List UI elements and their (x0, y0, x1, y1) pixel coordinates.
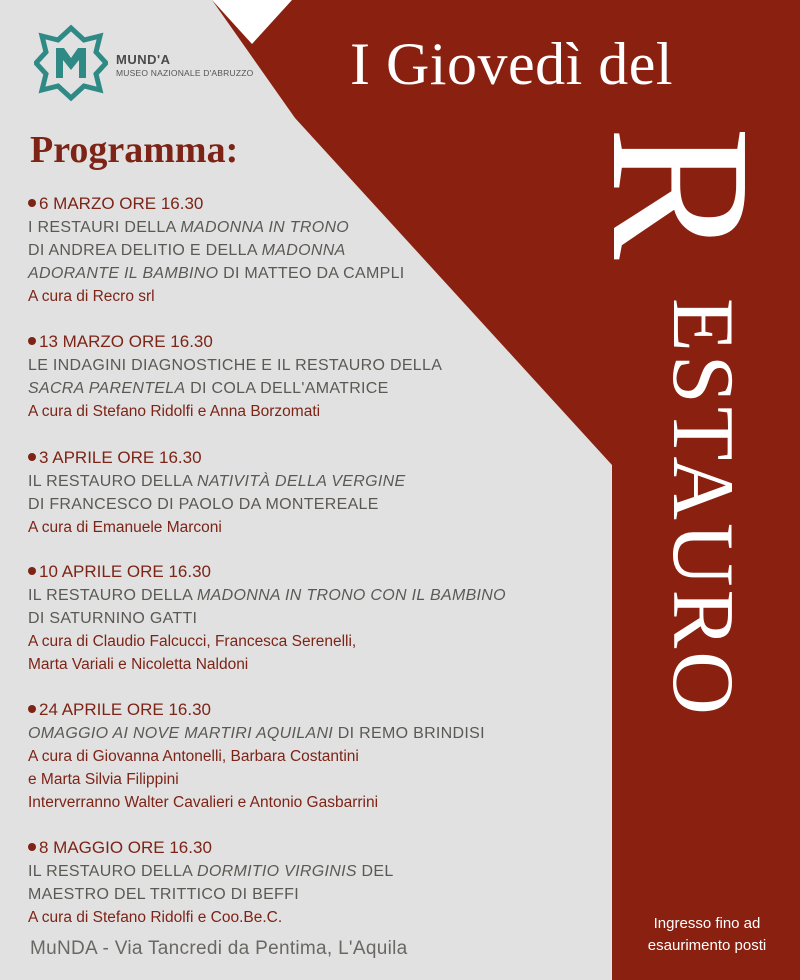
event-title-line (28, 354, 442, 377)
museum-logo (34, 24, 253, 102)
event-date-text: 13 MARZO ORE 16.30 (39, 332, 213, 351)
program-event (28, 446, 405, 539)
event-title-text: I RESTAURI DELLA (28, 219, 181, 236)
event-date (28, 446, 405, 470)
event-title-line (28, 860, 394, 883)
logo-subtitle: MUSEO NAZIONALE D'ABRUZZO (116, 68, 254, 78)
bullet-icon (28, 337, 36, 345)
main-title: I Giovedì del (350, 31, 674, 97)
event-title-line (28, 607, 506, 630)
program-event (28, 560, 506, 676)
entry-note-line2: esaurimento posti (647, 937, 767, 954)
bullet-icon (28, 453, 36, 461)
event-title-text: DI COLA DELL'AMATRICE (185, 380, 389, 397)
event-date (28, 560, 506, 584)
event-title-text: IL RESTAURO DELLA (28, 863, 198, 880)
artwork-title: MADONNA (261, 242, 346, 259)
event-title-line (28, 216, 405, 239)
event-curator: A cura di Giovanna Antonelli, Barbara Costantini (28, 748, 359, 765)
event-title-line (28, 883, 394, 906)
munda-emblem-icon (34, 24, 108, 102)
program-heading: Programma: (30, 129, 239, 171)
event-title-line (28, 239, 405, 262)
event-curator: Marta Variali e Nicoletta Naldoni (28, 656, 249, 673)
event-curator: A cura di Stefano Ridolfi e Anna Borzomati (28, 403, 321, 420)
event-title-text: LE INDAGINI DIAGNOSTICHE E IL RESTAURO DELLA (28, 357, 443, 374)
program-event (28, 192, 405, 308)
event-curator: A cura di Claudio Falcucci, Francesca Serenelli, (28, 633, 357, 650)
event-date-text: 6 MARZO ORE 16.30 (39, 194, 204, 213)
event-curator: e Marta Silvia Filippini (28, 771, 179, 788)
event-title-line (28, 722, 485, 745)
bullet-icon (28, 199, 36, 207)
event-title-line (28, 493, 405, 516)
artwork-title: MADONNA IN TRONO (180, 219, 350, 236)
event-date-text: 10 APRILE ORE 16.30 (39, 562, 211, 581)
event-title-text: MAESTRO DEL TRITTICO DI BEFFI (28, 886, 299, 903)
event-title-text: IL RESTAURO DELLA (28, 587, 198, 604)
event-title-text: IL RESTAURO DELLA (28, 473, 198, 490)
entry-note-line1: Ingresso fino ad (653, 915, 761, 932)
artwork-title: OMAGGIO AI NOVE MARTIRI AQUILANI (28, 725, 334, 742)
artwork-title: DORMITIO VIRGINIS (197, 863, 357, 880)
event-title-line (28, 584, 506, 607)
event-curator: A cura di Emanuele Marconi (28, 519, 222, 536)
bullet-icon (28, 567, 36, 575)
event-curator: Interverranno Walter Cavalieri e Antonio Gasbarrini (28, 794, 379, 811)
event-date (28, 698, 485, 722)
vertical-title (570, 108, 791, 718)
event-date-text: 24 APRILE ORE 16.30 (39, 700, 211, 719)
event-date (28, 836, 394, 860)
program-event (28, 836, 394, 929)
event-date-text: 3 APRILE ORE 16.30 (39, 448, 202, 467)
event-date-text: 8 MAGGIO ORE 16.30 (39, 838, 212, 857)
event-title-text: DEL (356, 863, 394, 880)
event-title-text: DI SATURNINO GATTI (28, 610, 198, 627)
event-title-line (28, 262, 405, 285)
event-title-text: DI FRANCESCO DI PAOLO DA MONTEREALE (28, 496, 379, 513)
title-big-letter: R (570, 126, 791, 260)
bullet-icon (28, 843, 36, 851)
event-date (28, 192, 405, 216)
artwork-title: ADORANTE IL BAMBINO (28, 265, 219, 282)
entry-note (612, 913, 800, 957)
event-title-text: DI ANDREA DELITIO E DELLA (28, 242, 262, 259)
logo-name: MUND'A (116, 52, 171, 67)
artwork-title: MADONNA IN TRONO CON IL BAMBINO (197, 587, 506, 604)
program-event (28, 698, 485, 814)
program-event (28, 330, 442, 423)
event-title-text: DI REMO BRINDISI (333, 725, 485, 742)
artwork-title: SACRA PARENTELA (28, 380, 186, 397)
footer-address: MuNDA - Via Tancredi da Pentima, L'Aquila (30, 938, 408, 959)
event-title-text: DI MATTEO DA CAMPLI (218, 265, 405, 282)
title-rest: ESTAURO (654, 298, 751, 718)
event-title-line (28, 377, 442, 400)
bullet-icon (28, 705, 36, 713)
event-curator: A cura di Stefano Ridolfi e Coo.Be.C. (28, 909, 283, 926)
event-date (28, 330, 442, 354)
event-title-line (28, 470, 405, 493)
event-curator: A cura di Recro srl (28, 288, 155, 305)
artwork-title: NATIVITÀ DELLA VERGINE (197, 473, 406, 490)
